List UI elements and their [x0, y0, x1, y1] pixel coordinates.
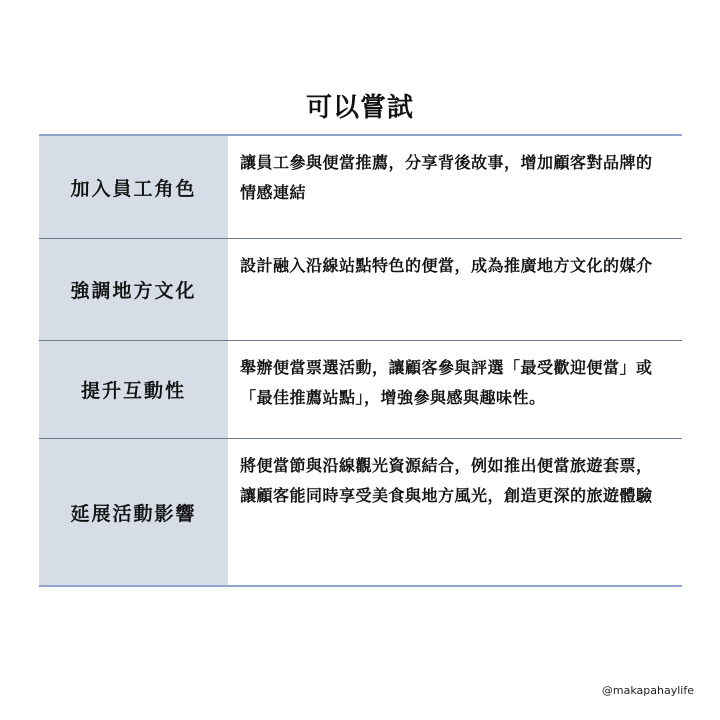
row-label: 提升互動性 [39, 341, 228, 438]
row-description: 將便當節與沿線觀光資源結合，例如推出便當旅遊套票，讓顧客能同時享受美食與地方風光，創造更深的旅遊體驗 [240, 456, 653, 505]
row-description: 讓員工參與便當推薦，分享背後故事，增加顧客對品牌的情感連結 [240, 153, 653, 202]
table-row [39, 439, 682, 585]
table-row [39, 136, 682, 239]
page-title: 可以嘗試 [305, 93, 414, 123]
row-description: 設計融入沿線站點特色的便當，成為推廣地方文化的媒介 [240, 256, 653, 275]
row-label: 延展活動影響 [39, 439, 228, 585]
table-row [39, 341, 682, 439]
table-row [39, 239, 682, 341]
watermark: @makapahaylife [601, 684, 694, 697]
row-description: 舉辦便當票選活動，讓顧客參與評選「最受歡迎便當」或「最佳推薦站點」，增強參與感與趣味性。 [240, 358, 653, 407]
row-label: 強調地方文化 [39, 239, 228, 340]
suggestion-table [39, 134, 682, 587]
row-label: 加入員工角色 [39, 136, 228, 238]
